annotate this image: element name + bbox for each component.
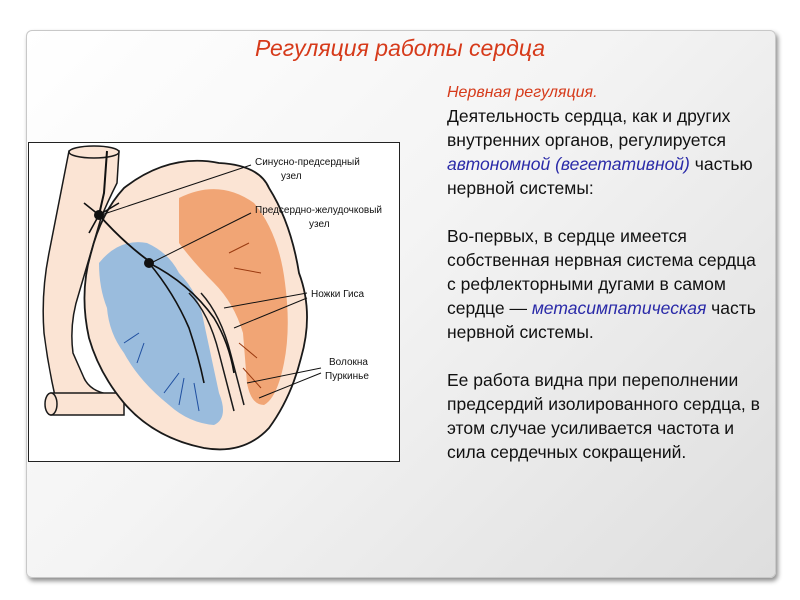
paragraph-1-text-1: Деятельность сердца, как и других внутренних органов, регулируется: [447, 106, 731, 150]
vena-cava-top-opening: [69, 146, 119, 158]
slide-title: Регуляция работы сердца: [254, 35, 546, 61]
paragraph-1-text-2: частью нервной системы:: [447, 154, 753, 198]
label-purkinje-2: Пуркинье: [325, 371, 369, 382]
label-av-node-2: узел: [309, 219, 330, 230]
paragraph-3: Ее работа видна при переполнении предсердий изолированного сердца, в этом случае усиливается частота и сила сердечных сокращений.: [447, 370, 760, 462]
heart-conduction-diagram: [28, 142, 400, 462]
label-sa-node-1: Синусно-предсердный: [255, 157, 360, 168]
label-purkinje-1: Волокна: [329, 357, 368, 368]
label-av-node-1: Предсердно-желудочковый: [255, 205, 383, 216]
label-sa-node-2: узел: [281, 171, 302, 182]
paragraph-2: [447, 224, 767, 344]
label-his-bundle: Ножки Гиса: [311, 289, 365, 300]
paragraph-2-highlight: метасимпатическая: [531, 298, 707, 318]
subheading: Нервная регуляция.: [447, 84, 598, 101]
paragraph-2-text-1: Во-первых, в сердце имеется собственная нервная система сердца с рефлекторными дугами в самом сердце —: [447, 226, 756, 318]
paragraph-1: [447, 104, 767, 200]
text-column: [447, 82, 767, 464]
heart-illustration: [29, 143, 399, 461]
vena-cava-bottom: [51, 393, 124, 415]
paragraph-1-highlight: автономной (вегетативной): [447, 154, 690, 174]
paragraph-2-text-2: часть нервной системы.: [447, 298, 756, 342]
vena-cava-bottom-opening: [45, 393, 57, 415]
